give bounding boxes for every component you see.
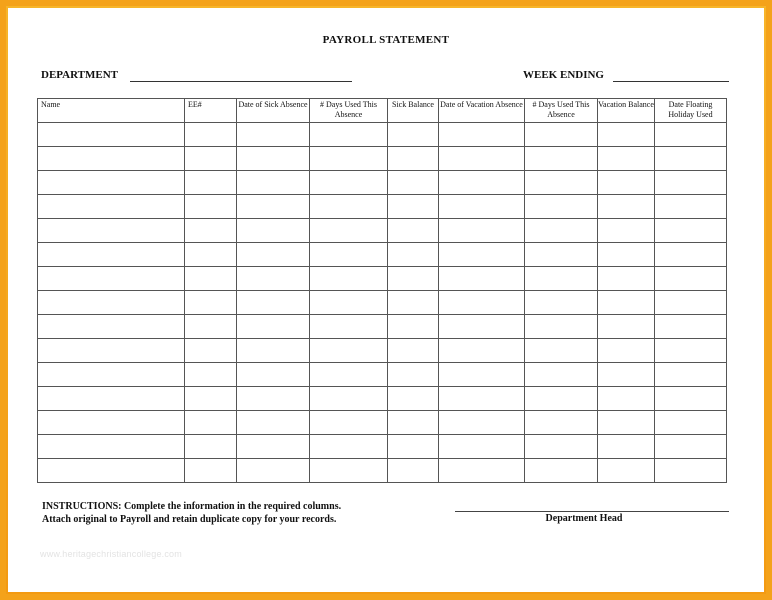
table-cell-ee[interactable] <box>185 267 237 291</box>
department-field[interactable] <box>130 81 352 82</box>
table-cell-sick_balance[interactable] <box>388 147 439 171</box>
table-cell-ee[interactable] <box>185 315 237 339</box>
table-cell-days_sick[interactable] <box>310 339 388 363</box>
table-cell-floating_holiday[interactable] <box>655 339 727 363</box>
table-cell-date_vacation[interactable] <box>439 315 525 339</box>
table-cell-days_vacation[interactable] <box>525 267 598 291</box>
table-cell-date_vacation[interactable] <box>439 243 525 267</box>
table-cell-ee[interactable] <box>185 219 237 243</box>
table-cell-name[interactable] <box>38 243 185 267</box>
table-cell-sick_balance[interactable] <box>388 219 439 243</box>
table-cell-sick_balance[interactable] <box>388 459 439 483</box>
table-cell-sick_balance[interactable] <box>388 243 439 267</box>
table-cell-date_vacation[interactable] <box>439 267 525 291</box>
table-cell-ee[interactable] <box>185 171 237 195</box>
table-cell-date_vacation[interactable] <box>439 219 525 243</box>
table-cell-name[interactable] <box>38 315 185 339</box>
table-cell-sick_balance[interactable] <box>388 291 439 315</box>
table-cell-days_vacation[interactable] <box>525 459 598 483</box>
table-cell-date_vacation[interactable] <box>439 363 525 387</box>
table-row <box>38 291 727 315</box>
table-cell-date_vacation[interactable] <box>439 387 525 411</box>
table-cell-vacation_balance[interactable] <box>598 315 655 339</box>
table-cell-days_vacation[interactable] <box>525 291 598 315</box>
table-cell-sick_balance[interactable] <box>388 411 439 435</box>
column-header-sick-balance: Sick Balance <box>388 99 439 123</box>
table-cell-days_vacation[interactable] <box>525 219 598 243</box>
table-row <box>38 435 727 459</box>
table-cell-vacation_balance[interactable] <box>598 219 655 243</box>
table-cell-date_vacation[interactable] <box>439 339 525 363</box>
table-cell-vacation_balance[interactable] <box>598 123 655 147</box>
table-cell-date_sick[interactable] <box>237 123 310 147</box>
department-head-label: Department Head <box>545 513 623 524</box>
table-cell-date_vacation[interactable] <box>439 291 525 315</box>
column-header-date-vacation: Date of Vacation Absence <box>439 99 525 123</box>
table-cell-name[interactable] <box>38 123 185 147</box>
table-cell-sick_balance[interactable] <box>388 267 439 291</box>
table-cell-name[interactable] <box>38 363 185 387</box>
instructions-line-2: Attach original to Payroll and retain duplicate copy for your records. <box>42 514 337 525</box>
table-cell-floating_holiday[interactable] <box>655 195 727 219</box>
table-cell-floating_holiday[interactable] <box>655 435 727 459</box>
table-cell-days_sick[interactable] <box>310 291 388 315</box>
table-cell-date_sick[interactable] <box>237 339 310 363</box>
table-cell-days_vacation[interactable] <box>525 123 598 147</box>
table-cell-date_sick[interactable] <box>237 435 310 459</box>
table-cell-date_sick[interactable] <box>237 459 310 483</box>
table-cell-vacation_balance[interactable] <box>598 459 655 483</box>
week-ending-label: WEEK ENDING <box>523 69 604 81</box>
column-header-ee: EE# <box>185 99 237 123</box>
table-body <box>38 123 727 483</box>
table-cell-date_sick[interactable] <box>237 267 310 291</box>
instructions-line-1: INSTRUCTIONS: Complete the information in the required columns. <box>42 501 342 512</box>
table-cell-days_vacation[interactable] <box>525 411 598 435</box>
table-cell-name[interactable] <box>38 147 185 171</box>
table-cell-ee[interactable] <box>185 411 237 435</box>
table-cell-days_vacation[interactable] <box>525 339 598 363</box>
payroll-table <box>37 98 727 483</box>
column-header-days-sick: # Days Used This Absence <box>310 99 388 123</box>
table-cell-floating_holiday[interactable] <box>655 243 727 267</box>
table-cell-floating_holiday[interactable] <box>655 267 727 291</box>
table-row <box>38 411 727 435</box>
table-cell-floating_holiday[interactable] <box>655 123 727 147</box>
table-cell-name[interactable] <box>38 387 185 411</box>
table-cell-ee[interactable] <box>185 363 237 387</box>
table-cell-days_vacation[interactable] <box>525 243 598 267</box>
table-cell-date_sick[interactable] <box>237 315 310 339</box>
table-cell-days_sick[interactable] <box>310 243 388 267</box>
table-cell-days_sick[interactable] <box>310 171 388 195</box>
table-row <box>38 315 727 339</box>
table-cell-date_sick[interactable] <box>237 243 310 267</box>
table-cell-days_sick[interactable] <box>310 315 388 339</box>
table-cell-days_sick[interactable] <box>310 435 388 459</box>
table-cell-ee[interactable] <box>185 291 237 315</box>
column-header-name: Name <box>38 99 185 123</box>
table-cell-vacation_balance[interactable] <box>598 363 655 387</box>
table-cell-date_vacation[interactable] <box>439 411 525 435</box>
table-cell-days_vacation[interactable] <box>525 363 598 387</box>
table-cell-vacation_balance[interactable] <box>598 171 655 195</box>
table-cell-date_sick[interactable] <box>237 219 310 243</box>
table-cell-vacation_balance[interactable] <box>598 387 655 411</box>
table-row <box>38 459 727 483</box>
table-cell-days_sick[interactable] <box>310 459 388 483</box>
instructions <box>42 500 341 526</box>
table-row <box>38 243 727 267</box>
table-cell-floating_holiday[interactable] <box>655 411 727 435</box>
table-cell-ee[interactable] <box>185 459 237 483</box>
table-cell-date_sick[interactable] <box>237 195 310 219</box>
table-cell-name[interactable] <box>38 219 185 243</box>
table-cell-days_sick[interactable] <box>310 219 388 243</box>
table-cell-date_sick[interactable] <box>237 363 310 387</box>
table-cell-name[interactable] <box>38 459 185 483</box>
table-row <box>38 363 727 387</box>
column-header-vacation-balance: Vacation Balance <box>598 99 655 123</box>
table-row <box>38 171 727 195</box>
table-cell-vacation_balance[interactable] <box>598 291 655 315</box>
table-cell-date_sick[interactable] <box>237 411 310 435</box>
table-cell-ee[interactable] <box>185 339 237 363</box>
table-cell-date_vacation[interactable] <box>439 123 525 147</box>
table-cell-date_vacation[interactable] <box>439 147 525 171</box>
week-ending-field[interactable] <box>613 81 729 82</box>
department-head-signature-field[interactable] <box>455 511 729 512</box>
table-row <box>38 267 727 291</box>
table-cell-days_vacation[interactable] <box>525 435 598 459</box>
table-cell-ee[interactable] <box>185 123 237 147</box>
table-cell-vacation_balance[interactable] <box>598 243 655 267</box>
table-cell-days_vacation[interactable] <box>525 171 598 195</box>
table-cell-ee[interactable] <box>185 195 237 219</box>
table-cell-date_vacation[interactable] <box>439 195 525 219</box>
department-label: DEPARTMENT <box>41 69 119 81</box>
table-cell-date_vacation[interactable] <box>439 459 525 483</box>
table-cell-days_vacation[interactable] <box>525 195 598 219</box>
table-cell-date_sick[interactable] <box>237 147 310 171</box>
table-cell-days_sick[interactable] <box>310 363 388 387</box>
column-header-date-sick: Date of Sick Absence <box>237 99 310 123</box>
table-cell-days_sick[interactable] <box>310 267 388 291</box>
table-cell-ee[interactable] <box>185 435 237 459</box>
table-cell-days_sick[interactable] <box>310 147 388 171</box>
table-cell-vacation_balance[interactable] <box>598 195 655 219</box>
table-cell-sick_balance[interactable] <box>388 195 439 219</box>
table-cell-date_sick[interactable] <box>237 171 310 195</box>
table-cell-days_sick[interactable] <box>310 123 388 147</box>
table-cell-days_vacation[interactable] <box>525 147 598 171</box>
table-cell-floating_holiday[interactable] <box>655 291 727 315</box>
table-row <box>38 219 727 243</box>
table-cell-vacation_balance[interactable] <box>598 267 655 291</box>
table-cell-floating_holiday[interactable] <box>655 171 727 195</box>
table-cell-vacation_balance[interactable] <box>598 339 655 363</box>
table-cell-name[interactable] <box>38 171 185 195</box>
table-cell-sick_balance[interactable] <box>388 387 439 411</box>
table-cell-floating_holiday[interactable] <box>655 459 727 483</box>
column-header-days-vacation: # Days Used This Absence <box>525 99 598 123</box>
table-cell-date_vacation[interactable] <box>439 171 525 195</box>
table-cell-vacation_balance[interactable] <box>598 147 655 171</box>
table-row <box>38 339 727 363</box>
table-cell-days_vacation[interactable] <box>525 387 598 411</box>
column-header-floating-holiday: Date Floating Holiday Used <box>655 99 727 123</box>
table-cell-sick_balance[interactable] <box>388 435 439 459</box>
table-cell-sick_balance[interactable] <box>388 123 439 147</box>
table-cell-ee[interactable] <box>185 147 237 171</box>
table-cell-sick_balance[interactable] <box>388 315 439 339</box>
table-cell-days_sick[interactable] <box>310 195 388 219</box>
table-cell-name[interactable] <box>38 195 185 219</box>
watermark: www.heritagechristiancollege.com <box>40 549 182 559</box>
table-cell-ee[interactable] <box>185 243 237 267</box>
table-cell-days_vacation[interactable] <box>525 315 598 339</box>
table-cell-floating_holiday[interactable] <box>655 147 727 171</box>
table-header-row <box>38 99 727 123</box>
table-cell-date_sick[interactable] <box>237 387 310 411</box>
table-cell-name[interactable] <box>38 411 185 435</box>
table-cell-floating_holiday[interactable] <box>655 315 727 339</box>
table-cell-floating_holiday[interactable] <box>655 363 727 387</box>
table-cell-name[interactable] <box>38 435 185 459</box>
table-cell-vacation_balance[interactable] <box>598 435 655 459</box>
table-cell-floating_holiday[interactable] <box>655 219 727 243</box>
form-title: PAYROLL STATEMENT <box>322 34 450 46</box>
table-cell-days_sick[interactable] <box>310 411 388 435</box>
table-cell-name[interactable] <box>38 291 185 315</box>
table-cell-date_vacation[interactable] <box>439 435 525 459</box>
table-row <box>38 147 727 171</box>
table-cell-sick_balance[interactable] <box>388 339 439 363</box>
table-cell-name[interactable] <box>38 267 185 291</box>
table-cell-sick_balance[interactable] <box>388 363 439 387</box>
table-row <box>38 123 727 147</box>
table-cell-date_sick[interactable] <box>237 291 310 315</box>
table-cell-floating_holiday[interactable] <box>655 387 727 411</box>
table-row <box>38 387 727 411</box>
table-cell-ee[interactable] <box>185 387 237 411</box>
table-cell-name[interactable] <box>38 339 185 363</box>
table-cell-vacation_balance[interactable] <box>598 411 655 435</box>
table-row <box>38 195 727 219</box>
table-cell-days_sick[interactable] <box>310 387 388 411</box>
table-cell-sick_balance[interactable] <box>388 171 439 195</box>
